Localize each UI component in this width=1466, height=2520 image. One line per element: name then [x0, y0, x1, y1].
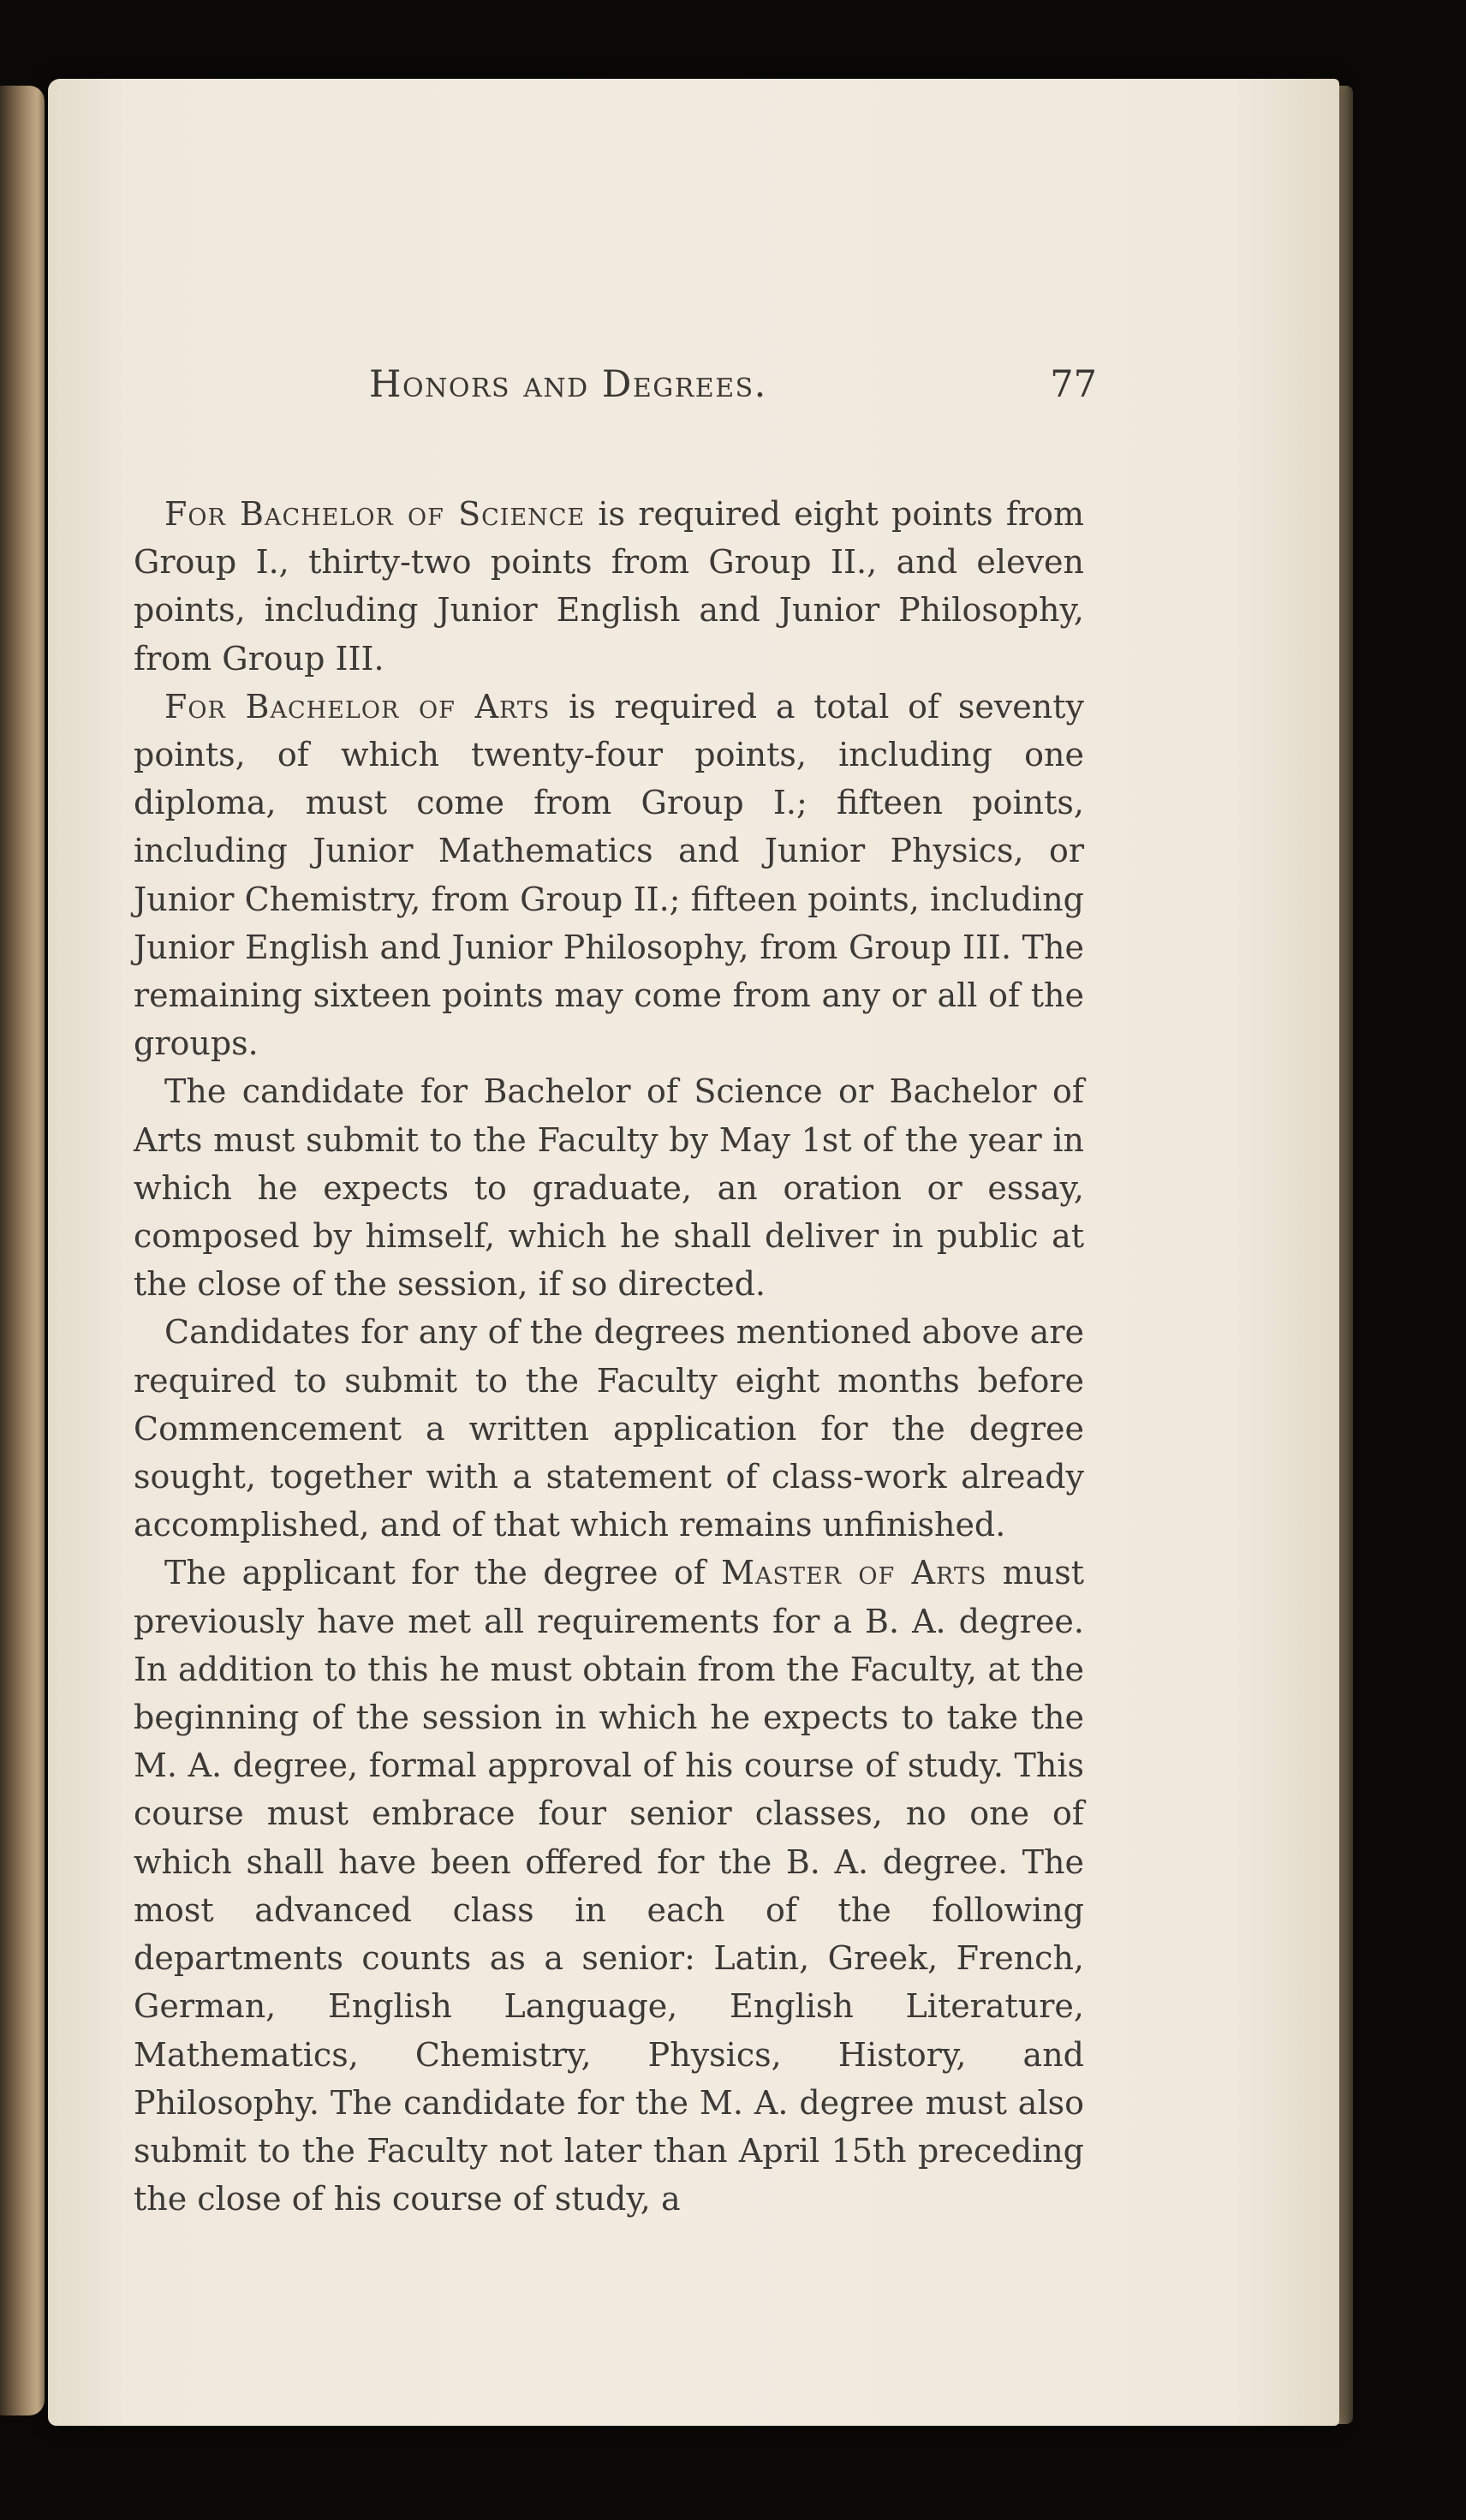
paragraph-master-of-arts — [134, 1549, 1084, 2223]
body-text — [134, 490, 1084, 2223]
paragraph-text: is required eight points from Group I., thirty-two points from Group II., and eleven points, including Junior English and Junior Philosophy, from Group III. — [134, 495, 1084, 678]
paragraph-bachelor-of-arts — [134, 683, 1084, 1068]
paragraph-text: must previously have met all requirements for a B. A. degree. In addition to this he must obtain from the Faculty, at the beginning of the session in which he expects to take the M. A. degree, formal approval of his course of study. This course must embrace four senior classes, no one of which shall have been offered for the B. A. degree. The most advanced class in each of the following departments counts as a senior: Latin, Greek, French, German, English Language, English Literature, Mathematics, Chemistry, Physics, History, and Philosophy. The candidate for the M. A. degree must also submit to the Faculty not later than April 15th preceding the close of his course of study, a — [134, 1554, 1085, 2218]
paragraph-text: The applicant for the degree of — [164, 1554, 722, 1592]
paragraph-lead: For Bachelor of Arts — [164, 687, 551, 726]
page-number: 77 — [1050, 363, 1097, 406]
book-page — [48, 79, 1339, 2426]
degree-name: Master of Arts — [721, 1554, 987, 1592]
running-head: Honors and Degrees. — [369, 363, 767, 406]
paragraph-application-requirement: Candidates for any of the degrees mentioned above are required to submit to the Faculty eight months before Commencement a written application for the degree sought, together with a statement of class-work already accomplished, and of that which remains unfinished. — [134, 1313, 1084, 1544]
paragraph-oration-requirement: The candidate for Bachelor of Science or Bachelor of Arts must submit to the Faculty by May 1st of the year in which he expects to graduate, an oration or essay, composed by himself, which he shall deliver in public at the close of the session, if so directed. — [134, 1072, 1084, 1304]
adjacent-page-edge — [0, 86, 45, 2415]
paragraph-text: is required a total of seventy points, of which twenty-four points, including one diploma, must come from Group I.; fifteen points, including Junior Mathematics and Junior Physics, or Junior Chemistry, from Group II.; fifteen points, including Junior English and Junior Philosophy, from Group III. The remaining sixteen points may come from any or all of the groups. — [134, 687, 1084, 1063]
page-header — [369, 351, 1097, 418]
paragraph-lead: For Bachelor of Science — [164, 495, 586, 533]
paragraph-bachelor-of-science — [134, 490, 1084, 683]
